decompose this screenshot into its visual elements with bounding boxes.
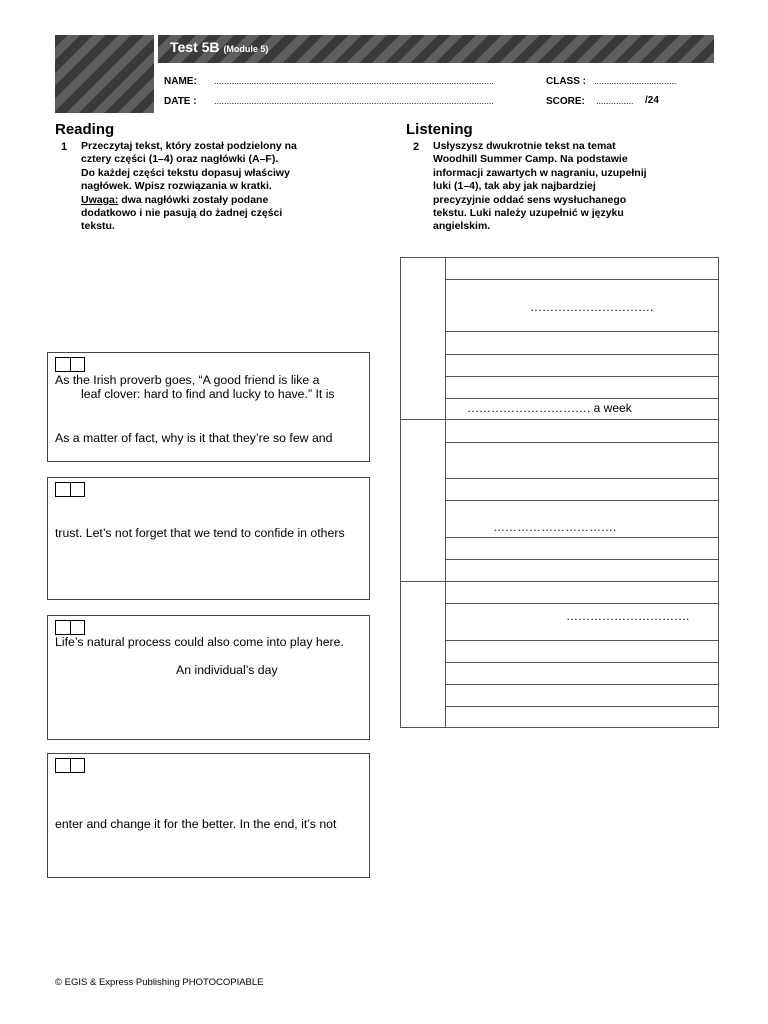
reading-part-1	[47, 352, 370, 462]
table-row	[446, 641, 718, 663]
gap-3[interactable]: ………………………….	[493, 520, 617, 534]
listening-title: Listening	[406, 121, 473, 138]
gap-2[interactable]: …………………………. a week	[467, 401, 632, 415]
header-stripe-block	[55, 35, 154, 113]
footer-copyright: © EGIS & Express Publishing PHOTOCOPIABLE	[55, 977, 264, 988]
table-row	[446, 420, 718, 443]
listening-instruction-line: angielskim.	[433, 220, 491, 233]
reading-instruction-line: Przeczytaj tekst, który został podzielony na	[81, 140, 297, 152]
table-section-cell	[401, 420, 446, 582]
part-1-line-2: leaf clover: hard to find and lucky to have.” It is	[81, 387, 335, 401]
test-title	[170, 39, 268, 55]
date-label: DATE :	[164, 96, 197, 107]
reading-task-number: 1	[61, 141, 68, 153]
table-row	[446, 663, 718, 685]
part-1-line-3: As a matter of fact, why is it that they’re so few and	[55, 431, 333, 445]
table-section-cell	[401, 582, 446, 727]
part-4-line-1: enter and change it for the better. In the end, it’s not	[55, 817, 337, 831]
answer-boxes-part-3[interactable]	[55, 620, 85, 634]
part-3-line-2: An individual’s day	[176, 663, 278, 677]
warning-label: Uwaga:	[81, 193, 119, 206]
part-3-line-1: Life’s natural process could also come into play here.	[55, 635, 344, 649]
class-field[interactable]: .................................	[594, 76, 677, 86]
reading-instruction-line: dodatkowo i nie pasują do żadnej części	[81, 207, 283, 220]
date-field[interactable]: ................................................................................................................	[214, 96, 495, 106]
table-row	[446, 258, 718, 280]
answer-boxes-part-2[interactable]	[55, 482, 85, 496]
listening-table	[400, 257, 719, 728]
class-label: CLASS :	[546, 76, 586, 87]
reading-instruction-line: Do każdej części tekstu dopasuj właściwy	[81, 166, 290, 179]
part-1-line-1: As the Irish proverb goes, “A good friend is like a	[55, 373, 320, 387]
reading-instruction-line: cztery części (1–4) oraz nagłówki (A–F).	[81, 153, 279, 166]
name-label: NAME:	[164, 76, 197, 87]
listening-task-number: 2	[413, 141, 420, 153]
table-row	[446, 479, 718, 501]
listening-instruction-line: Usłyszysz dwukrotnie tekst na temat	[433, 140, 616, 152]
listening-instructions	[433, 140, 723, 234]
table-row	[446, 560, 718, 582]
answer-boxes-part-1[interactable]	[55, 357, 85, 371]
gap-4[interactable]: ………………………….	[566, 609, 690, 623]
score-total: /24	[645, 95, 659, 106]
name-field[interactable]: ................................................................................................................	[214, 76, 495, 86]
reading-instruction-line: tekstu.	[81, 220, 115, 233]
part-2-line-1: trust. Let’s not forget that we tend to confide in others	[55, 526, 345, 540]
table-row	[446, 582, 718, 604]
warning-text: dwa nagłówki zostały podane	[118, 193, 269, 206]
reading-part-2	[47, 477, 370, 600]
test-title-text: Test 5B	[170, 39, 220, 55]
table-row	[446, 332, 718, 355]
reading-part-4	[47, 753, 370, 878]
table-row	[446, 443, 718, 479]
reading-warning-line	[81, 194, 371, 207]
table-row	[446, 685, 718, 707]
table-row	[446, 538, 718, 560]
listening-instruction-line: luki (1–4), tak aby jak najbardziej	[433, 180, 596, 193]
score-field[interactable]: ...............	[596, 96, 634, 106]
reading-instructions	[81, 140, 371, 234]
listening-instruction-line: informacji zawartych w nagraniu, uzupełnij	[433, 166, 647, 179]
reading-part-3	[47, 615, 370, 740]
table-row	[446, 355, 718, 377]
table-row	[446, 377, 718, 399]
reading-title: Reading	[55, 121, 115, 138]
listening-instruction-line: Woodhill Summer Camp. Na podstawie	[433, 153, 628, 166]
gap-1[interactable]: ………………………….	[530, 300, 654, 314]
answer-boxes-part-4[interactable]	[55, 758, 85, 772]
listening-instruction-line: tekstu. Luki należy uzupełnić w języku	[433, 207, 624, 220]
score-label: SCORE:	[546, 96, 585, 107]
table-section-cell	[401, 258, 446, 420]
test-module: (Module 5)	[223, 44, 269, 54]
reading-instruction-line: nagłówek. Wpisz rozwiązania w kratki.	[81, 180, 272, 193]
listening-instruction-line: precyzyjnie oddać sens wysłuchanego	[433, 193, 627, 206]
